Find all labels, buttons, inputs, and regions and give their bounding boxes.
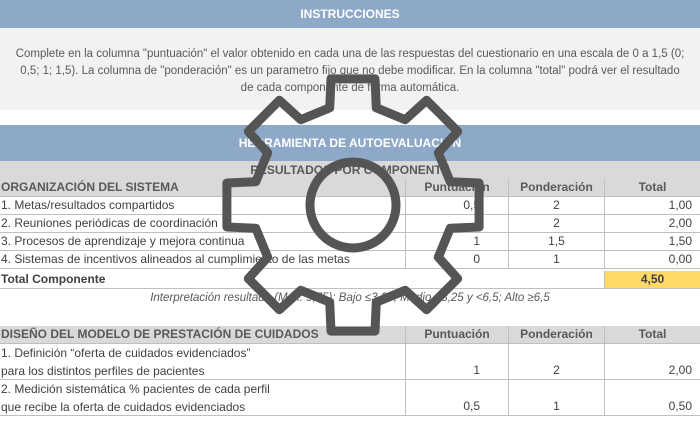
instructions-header xyxy=(0,0,700,28)
total-label: Total Componente xyxy=(1,272,106,286)
total-cell: 2,00 xyxy=(604,344,700,379)
table-row xyxy=(0,344,700,380)
section1-title: ORGANIZACIÓN DEL SISTEMA xyxy=(1,180,179,194)
gear-icon xyxy=(215,70,491,340)
item-name-line-2: que recibe la oferta de cuidados evidenciados xyxy=(1,400,246,414)
col-weight-header: Ponderación xyxy=(508,179,604,196)
instructions-line-1: Complete en la columna "puntuación" el valor obtenido en cada una de las respuestas del cuestionario en una escala de 0 a 1,5 (0; xyxy=(15,48,685,60)
tool-title: HERRAMIENTA DE AUTOEVALUACION xyxy=(238,136,462,150)
score-cell[interactable]: 1 xyxy=(405,344,508,379)
score-cell[interactable]: 0,5 xyxy=(405,197,508,214)
weight-cell: 2 xyxy=(508,215,604,232)
weight-cell: 2 xyxy=(508,197,604,214)
gear-outline xyxy=(227,79,479,331)
instructions-line-3: de cada componente de forma automática. xyxy=(240,82,460,94)
col-score-header: Puntuación xyxy=(405,326,508,343)
item-name xyxy=(0,380,405,415)
weight-cell: 2 xyxy=(508,344,604,379)
col-total-header: Total xyxy=(604,326,700,343)
interpretation-note: Interpretación resultado (Max. 9,75): Bajo ≤3,25; Medio >3,25 y <6,5; Alto ≥6,5 xyxy=(150,292,550,304)
total-cell: 1,50 xyxy=(604,233,700,250)
col-weight-header: Ponderación xyxy=(508,326,604,343)
table-row xyxy=(0,380,700,416)
instructions-line-2: 0,5; 1; 1,5). La columna de "ponderación" es un parametro fijo que no debe modificar. En la columna "total" podrá ver el resultado xyxy=(20,65,680,77)
total-cell: 0,50 xyxy=(604,380,700,415)
col-score-header: Puntuación xyxy=(405,179,508,196)
item-name-line-2: para los distintos perfiles de pacientes xyxy=(1,364,205,378)
weight-cell: 1 xyxy=(508,380,604,415)
score-cell[interactable]: 1 xyxy=(405,215,508,232)
weight-cell: 1,5 xyxy=(508,233,604,250)
gear-center-ring xyxy=(310,162,396,248)
item-name xyxy=(0,344,405,379)
score-cell[interactable]: 0,5 xyxy=(405,380,508,415)
score-cell[interactable]: 1 xyxy=(405,233,508,250)
total-value: 4,50 xyxy=(604,271,700,288)
instructions-title: INSTRUCCIONES xyxy=(300,7,400,21)
section2-title: DISEÑO DEL MODELO DE PRESTACIÓN DE CUIDADOS xyxy=(1,327,319,341)
score-cell[interactable]: 0 xyxy=(405,251,508,268)
weight-cell: 1 xyxy=(508,251,604,268)
col-total-header: Total xyxy=(604,179,700,196)
item-name-line-1: 1. Definición “oferta de cuidados evidenciados” xyxy=(1,346,251,360)
item-name: 1. Metas/resultados compartidos xyxy=(1,198,175,212)
item-name: 3. Procesos de aprendizaje y mejora continua xyxy=(1,234,245,248)
results-title: RESULTADOS POR COMPONENTE xyxy=(250,163,450,177)
total-cell: 2,00 xyxy=(604,215,700,232)
item-name-line-1: 2. Medición sistemática % pacientes de cada perfil xyxy=(1,382,270,396)
item-name: 2. Reuniones periódicas de coordinación xyxy=(1,216,218,230)
total-cell: 1,00 xyxy=(604,197,700,214)
item-name: 4. Sistemas de incentivos alineados al cumplimiento de las metas xyxy=(1,252,350,266)
total-cell: 0,00 xyxy=(604,251,700,268)
